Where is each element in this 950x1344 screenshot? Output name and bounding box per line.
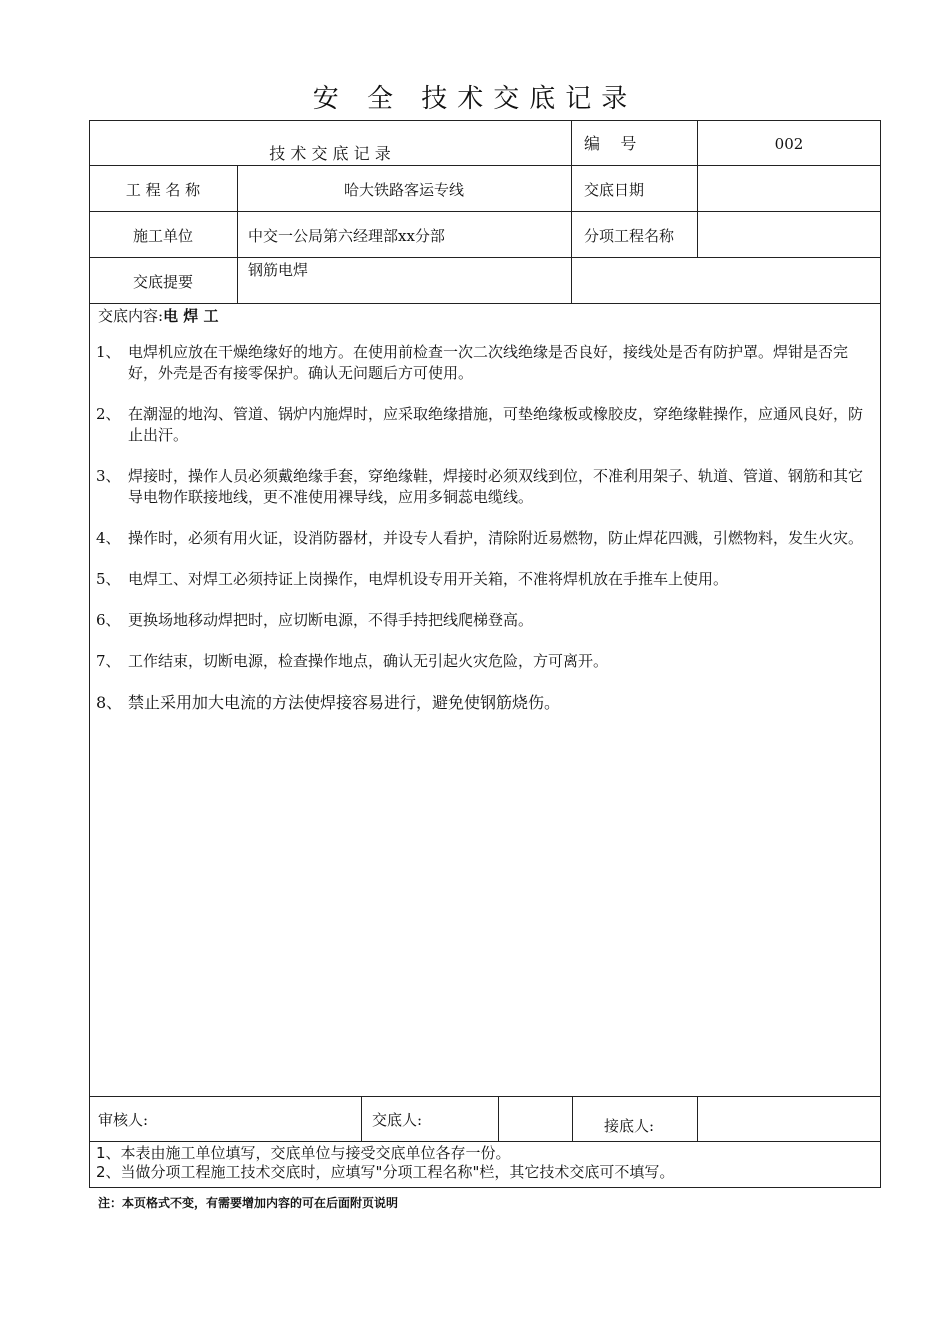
list-item bbox=[96, 651, 876, 672]
discloser-label: 交底人: bbox=[372, 1111, 423, 1129]
receiver-label: 接底人: bbox=[604, 1117, 655, 1135]
table-rule bbox=[697, 1096, 698, 1141]
content-items bbox=[96, 342, 876, 733]
page-title: 安 全 技术交底记录 bbox=[312, 84, 638, 114]
item-number: 6、 bbox=[96, 611, 121, 629]
table-rule bbox=[572, 1096, 573, 1141]
table-rule bbox=[89, 257, 881, 258]
item-text: 电焊机应放在干燥绝缘好的地方。在使用前检查一次二次线绝缘是否良好，接线处是否有防护罩。焊钳是否完好，外壳是否有接零保护。确认无问题后方可使用。 bbox=[128, 343, 849, 382]
item-number: 4、 bbox=[96, 529, 121, 547]
list-item bbox=[96, 692, 876, 713]
table-rule bbox=[89, 303, 881, 304]
item-text: 电焊工、对焊工必须持证上岗操作，电焊机设专用开关箱，不准将焊机放在手推车上使用。 bbox=[128, 570, 729, 588]
summary-label: 交底提要 bbox=[132, 273, 193, 291]
item-text: 禁止采用加大电流的方法使焊接容易进行，避免使钢筋烧伤。 bbox=[128, 693, 561, 712]
sub-project-label: 分项工程名称 bbox=[584, 227, 675, 245]
item-number: 3、 bbox=[96, 467, 121, 485]
item-text: 工作结束，切断电源，检查操作地点，确认无引起火灾危险，方可离开。 bbox=[128, 652, 609, 670]
item-number: 8、 bbox=[96, 693, 123, 712]
item-text: 在潮湿的地沟、管道、锅炉内施焊时，应采取绝缘措施，可垫绝缘板或橡胶皮，穿绝缘鞋操作，应通风良好，防止出汗。 bbox=[128, 405, 864, 444]
table-rule bbox=[498, 1096, 499, 1141]
item-text: 焊接时，操作人员必须戴绝缘手套，穿绝缘鞋，焊接时必须双线到位，不准利用架子、轨道、管道、钢筋和其它导电物作联接地线，更不准使用裸导线，应用多铜蕊电缆线。 bbox=[128, 467, 864, 506]
project-name-value: 哈大铁路客运专线 bbox=[343, 181, 464, 199]
table-rule bbox=[361, 1096, 362, 1141]
table-rule bbox=[89, 211, 881, 212]
contractor-label: 施工单位 bbox=[132, 227, 193, 245]
list-item bbox=[96, 569, 876, 590]
project-name-label: 工 程 名 称 bbox=[125, 181, 201, 199]
record-label: 技 术 交 底 记 录 bbox=[269, 144, 391, 163]
item-number: 1、 bbox=[96, 343, 121, 361]
item-text: 操作时，必须有用火证，设消防器材，并设专人看护，清除附近易燃物，防止焊花四溅，引燃物料，发生火灾。 bbox=[128, 529, 864, 547]
list-item bbox=[96, 342, 876, 384]
list-item bbox=[96, 404, 876, 446]
table-rule bbox=[89, 1096, 881, 1097]
summary-value: 钢筋电焊 bbox=[248, 261, 309, 279]
contractor-value: 中交一公局第六经理部xx分部 bbox=[248, 227, 445, 245]
list-item bbox=[96, 466, 876, 508]
content-label-text: 交底内容: bbox=[98, 307, 164, 325]
list-item bbox=[96, 610, 876, 631]
item-text: 更换场地移动焊把时，应切断电源，不得手持把线爬梯登高。 bbox=[128, 611, 534, 629]
number-value: 002 bbox=[774, 135, 804, 153]
content-label bbox=[98, 306, 219, 326]
page-note: 注：本页格式不变，有需要增加内容的可在后面附页说明 bbox=[98, 1196, 399, 1210]
list-item bbox=[96, 528, 876, 549]
item-number: 2、 bbox=[96, 405, 121, 423]
number-label: 编 号 bbox=[584, 134, 637, 153]
item-number: 7、 bbox=[96, 652, 121, 670]
table-rule bbox=[89, 165, 881, 166]
item-number: 5、 bbox=[96, 570, 121, 588]
footnote-2: 2、当做分项工程施工技术交底时，应填写"分项工程名称"栏，其它技术交底可不填写。 bbox=[96, 1163, 675, 1181]
date-label: 交底日期 bbox=[584, 181, 645, 199]
footnote-1: 1、本表由施工单位填写，交底单位与接受交底单位各存一份。 bbox=[96, 1144, 511, 1162]
table-rule bbox=[89, 1141, 881, 1142]
table-rule bbox=[571, 120, 572, 303]
reviewer-label: 审核人: bbox=[98, 1111, 149, 1129]
content-topic: 电 焊 工 bbox=[163, 307, 219, 325]
